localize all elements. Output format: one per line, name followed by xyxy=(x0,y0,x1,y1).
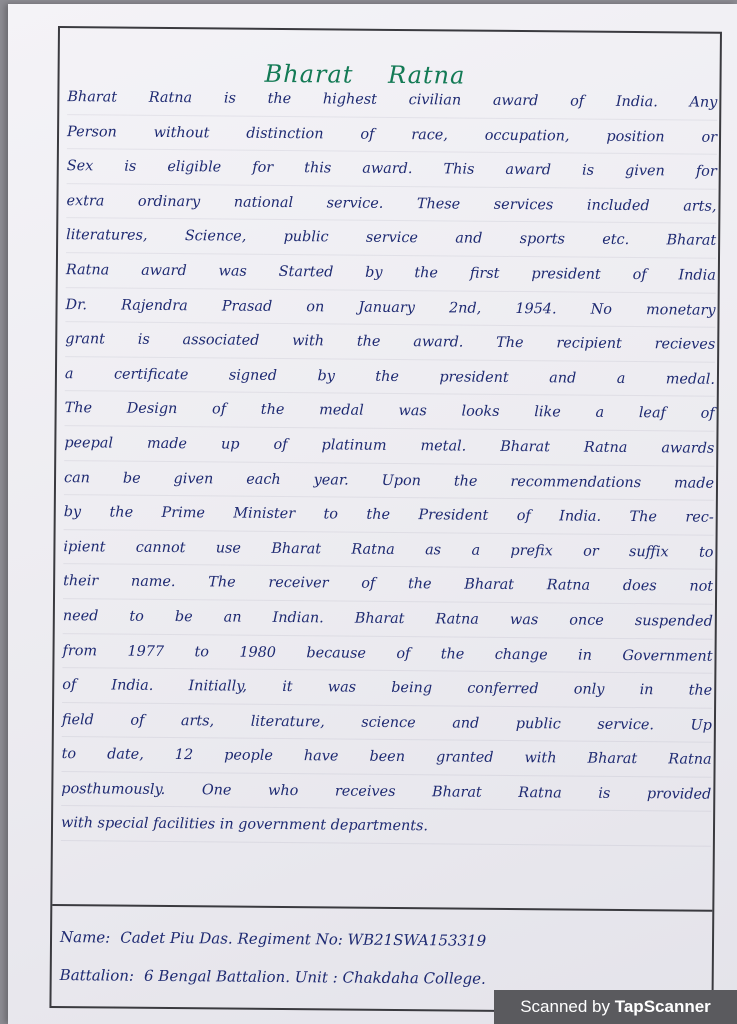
battalion-value: 6 Bengal Battalion. Unit : Chakdaha College. xyxy=(143,966,486,988)
text-line: The Design of the medal was looks like a leaf of xyxy=(65,391,715,431)
essay-body xyxy=(61,80,718,847)
text-line: of India. Initially, it was being conferred only in the xyxy=(62,668,712,708)
footer-divider xyxy=(52,904,712,912)
text-line: can be given each year. Upon the recommendations made xyxy=(64,461,714,501)
text-line: by the Prime Minister to the President of India. The rec- xyxy=(64,495,714,535)
text-line: their name. The receiver of the Bharat Ratna does not xyxy=(63,564,713,604)
text-line: peepal made up of platinum metal. Bharat Ratna awards xyxy=(64,426,714,466)
text-line: Bharat Ratna is the highest civilian award of India. Any xyxy=(67,80,717,120)
text-line: ipient cannot use Bharat Ratna as a prefix or suffix to xyxy=(63,530,713,570)
name-line xyxy=(60,918,710,962)
name-value: Cadet Piu Das. Regiment No: WB21SWA153319 xyxy=(120,928,487,950)
text-line: with special facilities in government departments. xyxy=(61,807,711,847)
text-line: extra ordinary national service. These services included arts, xyxy=(66,184,716,224)
text-line: posthumously. One who receives Bharat Ratna is provided xyxy=(61,772,711,812)
text-line: a certificate signed by the president and a medal. xyxy=(65,357,715,397)
text-line: grant is associated with the award. The recipient recieves xyxy=(65,322,715,362)
battalion-label: Battalion: xyxy=(59,966,135,985)
name-label: Name: xyxy=(59,928,111,947)
watermark-prefix: Scanned by xyxy=(520,997,610,1016)
scanner-watermark xyxy=(494,990,737,1024)
paper-sheet xyxy=(8,4,737,1024)
text-line: Person without distinction of race, occupation, position or xyxy=(67,115,717,155)
text-line: Ratna award was Started by the first president of India xyxy=(66,253,716,293)
watermark-brand: TapScanner xyxy=(614,997,711,1016)
text-line: field of arts, literature, science and public service. Up xyxy=(62,703,712,743)
document-title: Bharat Ratna xyxy=(264,59,466,90)
text-line: Sex is eligible for this award. This award is given for xyxy=(67,149,717,189)
text-line: need to be an Indian. Bharat Ratna was once suspended xyxy=(63,599,713,639)
footer-section xyxy=(60,918,711,1000)
text-line: from 1977 to 1980 because of the change in Government xyxy=(62,634,712,674)
text-line: literatures, Science, public service and sports etc. Bharat xyxy=(66,218,716,258)
page-border xyxy=(49,26,722,1014)
text-line: to date, 12 people have been granted with Bharat Ratna xyxy=(61,737,711,777)
text-line: Dr. Rajendra Prasad on January 2nd, 1954. No monetary xyxy=(65,288,715,328)
